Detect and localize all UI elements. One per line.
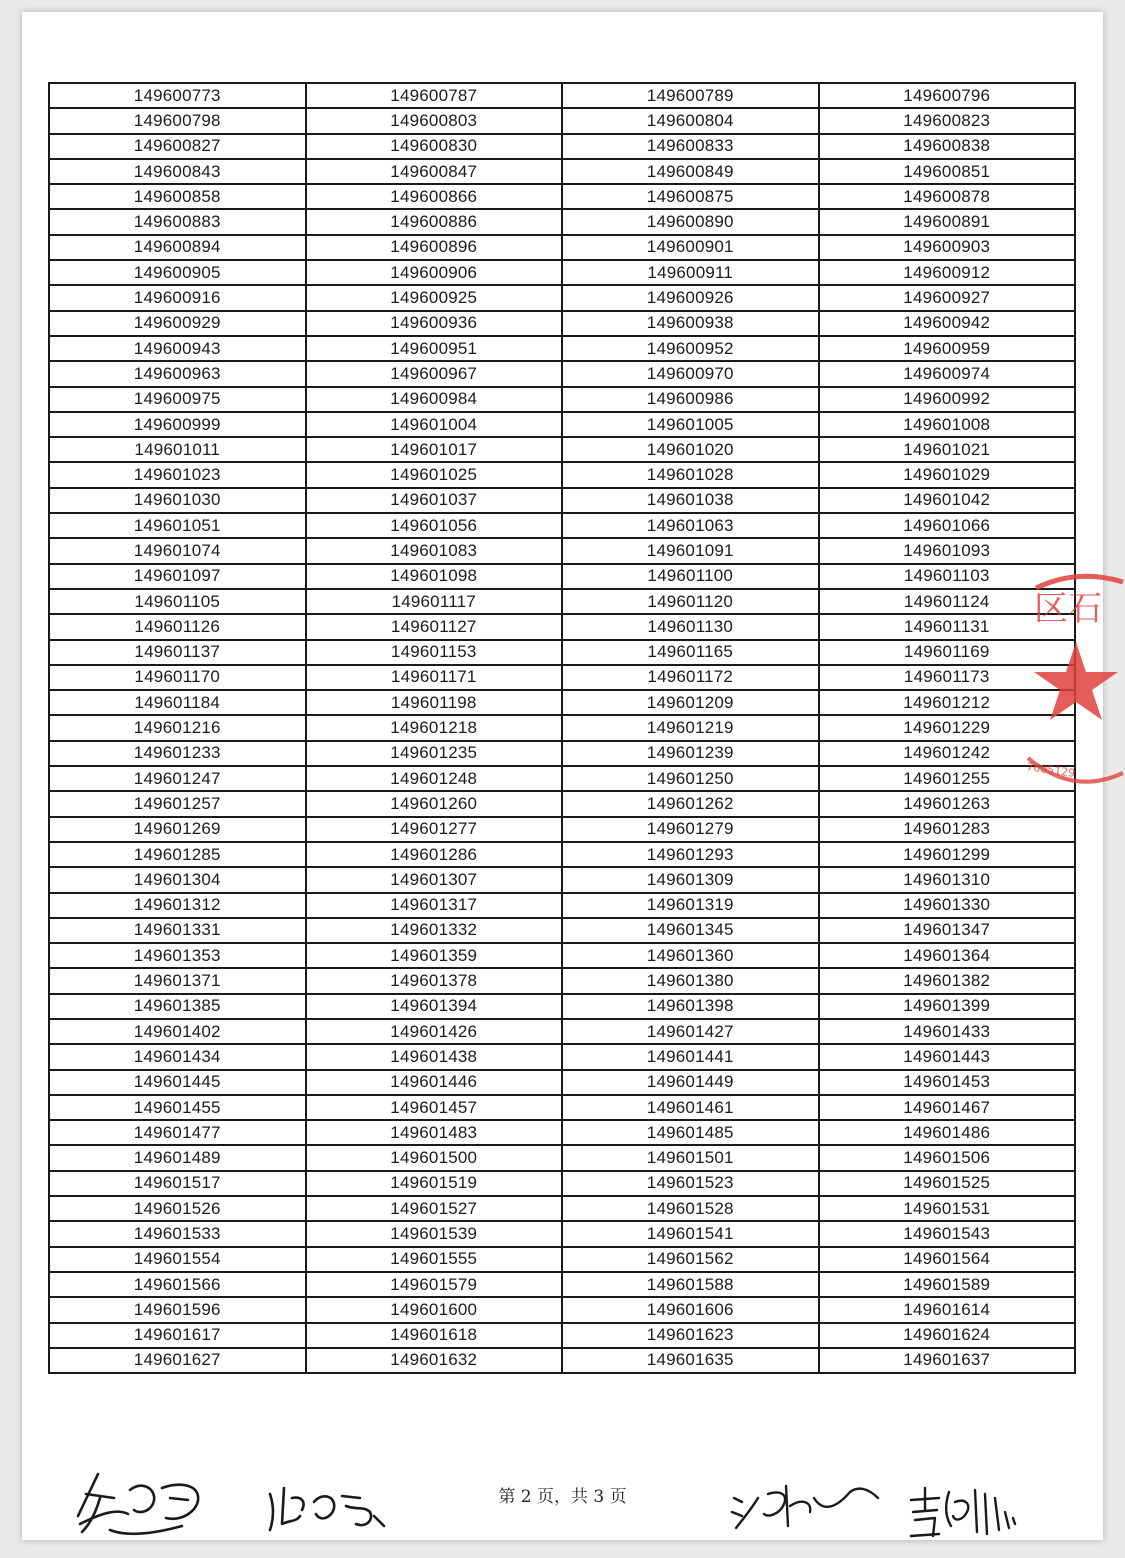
table-row: [49, 690, 1075, 715]
table-cell: 149601319: [562, 893, 819, 918]
table-cell: 149601317: [306, 893, 563, 918]
table-cell: 149600999: [49, 412, 306, 437]
table-cell: 149601126: [49, 614, 306, 639]
table-cell: 149601477: [49, 1120, 306, 1145]
table-row: [49, 159, 1075, 184]
table-cell: 149601539: [306, 1221, 563, 1246]
table-cell: 149600906: [306, 260, 563, 285]
table-cell: 149600847: [306, 159, 563, 184]
table-cell: 149600789: [562, 83, 819, 108]
table-cell: 149600943: [49, 336, 306, 361]
table-row: [49, 614, 1075, 639]
table-cell: 149601248: [306, 766, 563, 791]
table-cell: 149600911: [562, 260, 819, 285]
table-cell: 149601310: [819, 867, 1076, 892]
table-cell: 149601632: [306, 1348, 563, 1373]
table-cell: 149601486: [819, 1120, 1076, 1145]
table-cell: 149600838: [819, 134, 1076, 159]
table-cell: 149601519: [306, 1171, 563, 1196]
table-cell: 149600823: [819, 108, 1076, 133]
table-cell: 149601279: [562, 817, 819, 842]
table-cell: 149601635: [562, 1348, 819, 1373]
table-cell: 149601028: [562, 462, 819, 487]
table-cell: 149601446: [306, 1070, 563, 1095]
table-cell: 149600959: [819, 336, 1076, 361]
table-cell: 149600787: [306, 83, 563, 108]
table-cell: 149601618: [306, 1323, 563, 1348]
table-cell: 149601309: [562, 867, 819, 892]
table-cell: 149600830: [306, 134, 563, 159]
table-row: [49, 1272, 1075, 1297]
table-row: [49, 538, 1075, 563]
table-cell: 149601056: [306, 513, 563, 538]
table-cell: 149601353: [49, 943, 306, 968]
table-cell: 149600952: [562, 336, 819, 361]
table-cell: 149601527: [306, 1196, 563, 1221]
signature-1: [70, 1468, 220, 1540]
table-cell: 149600963: [49, 361, 306, 386]
table-cell: 149601427: [562, 1019, 819, 1044]
table-cell: 149601501: [562, 1145, 819, 1170]
table-row: [49, 1221, 1075, 1246]
table-cell: 149601074: [49, 538, 306, 563]
table-row: [49, 513, 1075, 538]
table-cell: 149601359: [306, 943, 563, 968]
table-cell: 149601483: [306, 1120, 563, 1145]
table-row: [49, 235, 1075, 260]
table-cell: 149600926: [562, 285, 819, 310]
table-cell: 149601385: [49, 994, 306, 1019]
table-row: [49, 1247, 1075, 1272]
table-row: [49, 1196, 1075, 1221]
table-cell: 149601100: [562, 564, 819, 589]
table-cell: 149600875: [562, 184, 819, 209]
table-cell: 149600903: [819, 235, 1076, 260]
table-cell: 149601021: [819, 437, 1076, 462]
table-cell: 149601380: [562, 968, 819, 993]
table-cell: 149601117: [306, 589, 563, 614]
table-cell: 149600878: [819, 184, 1076, 209]
table-cell: 149600858: [49, 184, 306, 209]
table-row: [49, 867, 1075, 892]
table-cell: 149600804: [562, 108, 819, 133]
table-cell: 149601347: [819, 918, 1076, 943]
table-cell: 149600894: [49, 235, 306, 260]
table-cell: 149601445: [49, 1070, 306, 1095]
table-cell: 149601371: [49, 968, 306, 993]
table-row: [49, 260, 1075, 285]
table-cell: 149601255: [819, 766, 1076, 791]
table-cell: 149600827: [49, 134, 306, 159]
table-cell: 149601461: [562, 1095, 819, 1120]
signature-2: [262, 1480, 392, 1536]
table-cell: 149601120: [562, 589, 819, 614]
table-row: [49, 1070, 1075, 1095]
table-cell: 149600890: [562, 209, 819, 234]
table-cell: 149600967: [306, 361, 563, 386]
table-cell: 149601212: [819, 690, 1076, 715]
table-cell: 149601332: [306, 918, 563, 943]
table-cell: 149601606: [562, 1297, 819, 1322]
table-cell: 149601402: [49, 1019, 306, 1044]
table-cell: 149600851: [819, 159, 1076, 184]
table-cell: 149601531: [819, 1196, 1076, 1221]
table-row: [49, 715, 1075, 740]
table-cell: 149600929: [49, 311, 306, 336]
table-cell: 149601398: [562, 994, 819, 1019]
table-cell: 149601023: [49, 462, 306, 487]
table-cell: 149600796: [819, 83, 1076, 108]
table-cell: 149601554: [49, 1247, 306, 1272]
table-row: [49, 336, 1075, 361]
table-cell: 149600798: [49, 108, 306, 133]
table-row: [49, 108, 1075, 133]
table-cell: 149600866: [306, 184, 563, 209]
table-cell: 149601526: [49, 1196, 306, 1221]
table-cell: 149600883: [49, 209, 306, 234]
table-cell: 149601588: [562, 1272, 819, 1297]
table-cell: 149601500: [306, 1145, 563, 1170]
table-cell: 149601562: [562, 1247, 819, 1272]
table-cell: 149601037: [306, 488, 563, 513]
table-cell: 149600843: [49, 159, 306, 184]
table-row: [49, 437, 1075, 462]
table-cell: 149600803: [306, 108, 563, 133]
table-cell: 149601617: [49, 1323, 306, 1348]
table-row: [49, 1323, 1075, 1348]
table-cell: 149601165: [562, 640, 819, 665]
table-cell: 149601063: [562, 513, 819, 538]
table-cell: 149600833: [562, 134, 819, 159]
table-row: [49, 361, 1075, 386]
table-row: [49, 412, 1075, 437]
table-cell: 149601083: [306, 538, 563, 563]
table-row: [49, 462, 1075, 487]
table-cell: 149600901: [562, 235, 819, 260]
official-seal-stamp: [1018, 568, 1125, 798]
table-cell: 149601263: [819, 791, 1076, 816]
table-cell: 149601011: [49, 437, 306, 462]
table-cell: 149601517: [49, 1171, 306, 1196]
table-cell: 149601257: [49, 791, 306, 816]
table-cell: 149601008: [819, 412, 1076, 437]
table-cell: 149601172: [562, 665, 819, 690]
table-cell: 149601426: [306, 1019, 563, 1044]
table-cell: 149601004: [306, 412, 563, 437]
table-cell: 149601394: [306, 994, 563, 1019]
table-cell: 149601566: [49, 1272, 306, 1297]
table-row: [49, 741, 1075, 766]
table-cell: 149601453: [819, 1070, 1076, 1095]
table-cell: 149601229: [819, 715, 1076, 740]
table-row: [49, 134, 1075, 159]
table-cell: 149601242: [819, 741, 1076, 766]
table-cell: 149601433: [819, 1019, 1076, 1044]
table-cell: 149601250: [562, 766, 819, 791]
table-cell: 149600905: [49, 260, 306, 285]
table-row: [49, 564, 1075, 589]
table-cell: 149601038: [562, 488, 819, 513]
table-cell: 149600970: [562, 361, 819, 386]
table-cell: 149601235: [306, 741, 563, 766]
table-cell: 149601589: [819, 1272, 1076, 1297]
table-cell: 149601489: [49, 1145, 306, 1170]
table-cell: 149601543: [819, 1221, 1076, 1246]
table-row: [49, 968, 1075, 993]
table-cell: 149601434: [49, 1044, 306, 1069]
table-cell: 149601260: [306, 791, 563, 816]
table-cell: 149601091: [562, 538, 819, 563]
table-row: [49, 311, 1075, 336]
table-cell: 149601360: [562, 943, 819, 968]
seal-number: 7605129: [1025, 760, 1076, 780]
table-cell: 149601382: [819, 968, 1076, 993]
table-cell: 149601378: [306, 968, 563, 993]
table-cell: 149601399: [819, 994, 1076, 1019]
table-cell: 149601623: [562, 1323, 819, 1348]
table-cell: 149601127: [306, 614, 563, 639]
table-cell: 149601579: [306, 1272, 563, 1297]
signature-4: [905, 1482, 1023, 1542]
table-cell: 149601233: [49, 741, 306, 766]
table-cell: 149600925: [306, 285, 563, 310]
table-row: [49, 387, 1075, 412]
seal-text: 区石: [1034, 589, 1102, 629]
table-cell: 149601293: [562, 842, 819, 867]
table-cell: 149601051: [49, 513, 306, 538]
table-cell: 149600912: [819, 260, 1076, 285]
table-cell: 149601600: [306, 1297, 563, 1322]
table-cell: 149601541: [562, 1221, 819, 1246]
table-cell: 149601216: [49, 715, 306, 740]
table-cell: 149601130: [562, 614, 819, 639]
table-cell: 149601198: [306, 690, 563, 715]
table-row: [49, 1348, 1075, 1373]
table-cell: 149600916: [49, 285, 306, 310]
signature-3: [728, 1478, 886, 1536]
table-cell: 149601131: [819, 614, 1076, 639]
table-cell: 149600992: [819, 387, 1076, 412]
table-cell: 149601627: [49, 1348, 306, 1373]
table-cell: 149601093: [819, 538, 1076, 563]
table-cell: 149600927: [819, 285, 1076, 310]
table-row: [49, 1044, 1075, 1069]
table-cell: 149601030: [49, 488, 306, 513]
table-cell: 149601218: [306, 715, 563, 740]
table-row: [49, 1120, 1075, 1145]
table-cell: 149601467: [819, 1095, 1076, 1120]
table-cell: 149601299: [819, 842, 1076, 867]
table-cell: 149601523: [562, 1171, 819, 1196]
seal-star-icon: [1034, 642, 1118, 720]
table-cell: 149601312: [49, 893, 306, 918]
table-row: [49, 665, 1075, 690]
table-cell: 149601017: [306, 437, 563, 462]
table-cell: 149601097: [49, 564, 306, 589]
table-cell: 149601285: [49, 842, 306, 867]
table-cell: 149601137: [49, 640, 306, 665]
table-cell: 149601564: [819, 1247, 1076, 1272]
table-cell: 149601247: [49, 766, 306, 791]
table-row: [49, 589, 1075, 614]
table-cell: 149601525: [819, 1171, 1076, 1196]
table-cell: 149601277: [306, 817, 563, 842]
table-cell: 149600886: [306, 209, 563, 234]
table-cell: 149601005: [562, 412, 819, 437]
table-cell: 149600938: [562, 311, 819, 336]
table-cell: 149601239: [562, 741, 819, 766]
table-body: [49, 83, 1075, 1373]
table-row: [49, 1145, 1075, 1170]
table-cell: 149601307: [306, 867, 563, 892]
table-cell: 149601438: [306, 1044, 563, 1069]
table-cell: 149601528: [562, 1196, 819, 1221]
table-row: [49, 1019, 1075, 1044]
table-cell: 149601098: [306, 564, 563, 589]
table-row: [49, 1171, 1075, 1196]
table-cell: 149601457: [306, 1095, 563, 1120]
table-cell: 149601153: [306, 640, 563, 665]
table-cell: 149601105: [49, 589, 306, 614]
table-cell: 149600951: [306, 336, 563, 361]
table-cell: 149601171: [306, 665, 563, 690]
table-cell: 149601173: [819, 665, 1076, 690]
table-row: [49, 640, 1075, 665]
table-row: [49, 209, 1075, 234]
table-cell: 149601443: [819, 1044, 1076, 1069]
table-row: [49, 1297, 1075, 1322]
page-number-footer: 第 2 页，共 3 页: [498, 1487, 627, 1507]
table-cell: 149600891: [819, 209, 1076, 234]
table-cell: 149601219: [562, 715, 819, 740]
table-cell: 149601624: [819, 1323, 1076, 1348]
table-row: [49, 1095, 1075, 1120]
table-cell: 149601455: [49, 1095, 306, 1120]
table-cell: 149601555: [306, 1247, 563, 1272]
table-cell: 149601304: [49, 867, 306, 892]
table-row: [49, 488, 1075, 513]
table-row: [49, 285, 1075, 310]
table-cell: 149601596: [49, 1297, 306, 1322]
table-cell: 149600849: [562, 159, 819, 184]
table-cell: 149601025: [306, 462, 563, 487]
table-cell: 149601269: [49, 817, 306, 842]
table-cell: 149600942: [819, 311, 1076, 336]
table-cell: 149601124: [819, 589, 1076, 614]
table-cell: 149601533: [49, 1221, 306, 1246]
table-cell: 149601184: [49, 690, 306, 715]
table-cell: 149601614: [819, 1297, 1076, 1322]
table-cell: 149601506: [819, 1145, 1076, 1170]
table-cell: 149600986: [562, 387, 819, 412]
table-row: [49, 842, 1075, 867]
table-row: [49, 766, 1075, 791]
table-cell: 149601637: [819, 1348, 1076, 1373]
table-cell: 149601345: [562, 918, 819, 943]
table-cell: 149600936: [306, 311, 563, 336]
table-cell: 149601449: [562, 1070, 819, 1095]
table-cell: 149601029: [819, 462, 1076, 487]
table-row: [49, 893, 1075, 918]
id-number-table: [48, 82, 1076, 1374]
table-cell: 149601066: [819, 513, 1076, 538]
table-cell: 149601170: [49, 665, 306, 690]
table-cell: 149600896: [306, 235, 563, 260]
table-cell: 149601330: [819, 893, 1076, 918]
table-cell: 149601169: [819, 640, 1076, 665]
table-cell: 149601485: [562, 1120, 819, 1145]
table-row: [49, 994, 1075, 1019]
table-cell: 149601020: [562, 437, 819, 462]
table-cell: 149601331: [49, 918, 306, 943]
table-cell: 149601103: [819, 564, 1076, 589]
table-row: [49, 918, 1075, 943]
table-cell: 149601209: [562, 690, 819, 715]
table-cell: 149600974: [819, 361, 1076, 386]
table-cell: 149601283: [819, 817, 1076, 842]
table-cell: 149601042: [819, 488, 1076, 513]
table-cell: 149600773: [49, 83, 306, 108]
table-row: [49, 83, 1075, 108]
table-cell: 149601286: [306, 842, 563, 867]
table-cell: 149601441: [562, 1044, 819, 1069]
table-row: [49, 184, 1075, 209]
table-cell: 149600984: [306, 387, 563, 412]
table-row: [49, 943, 1075, 968]
table-cell: 149601262: [562, 791, 819, 816]
table-cell: 149601364: [819, 943, 1076, 968]
table-row: [49, 817, 1075, 842]
table-cell: 149600975: [49, 387, 306, 412]
table-row: [49, 791, 1075, 816]
